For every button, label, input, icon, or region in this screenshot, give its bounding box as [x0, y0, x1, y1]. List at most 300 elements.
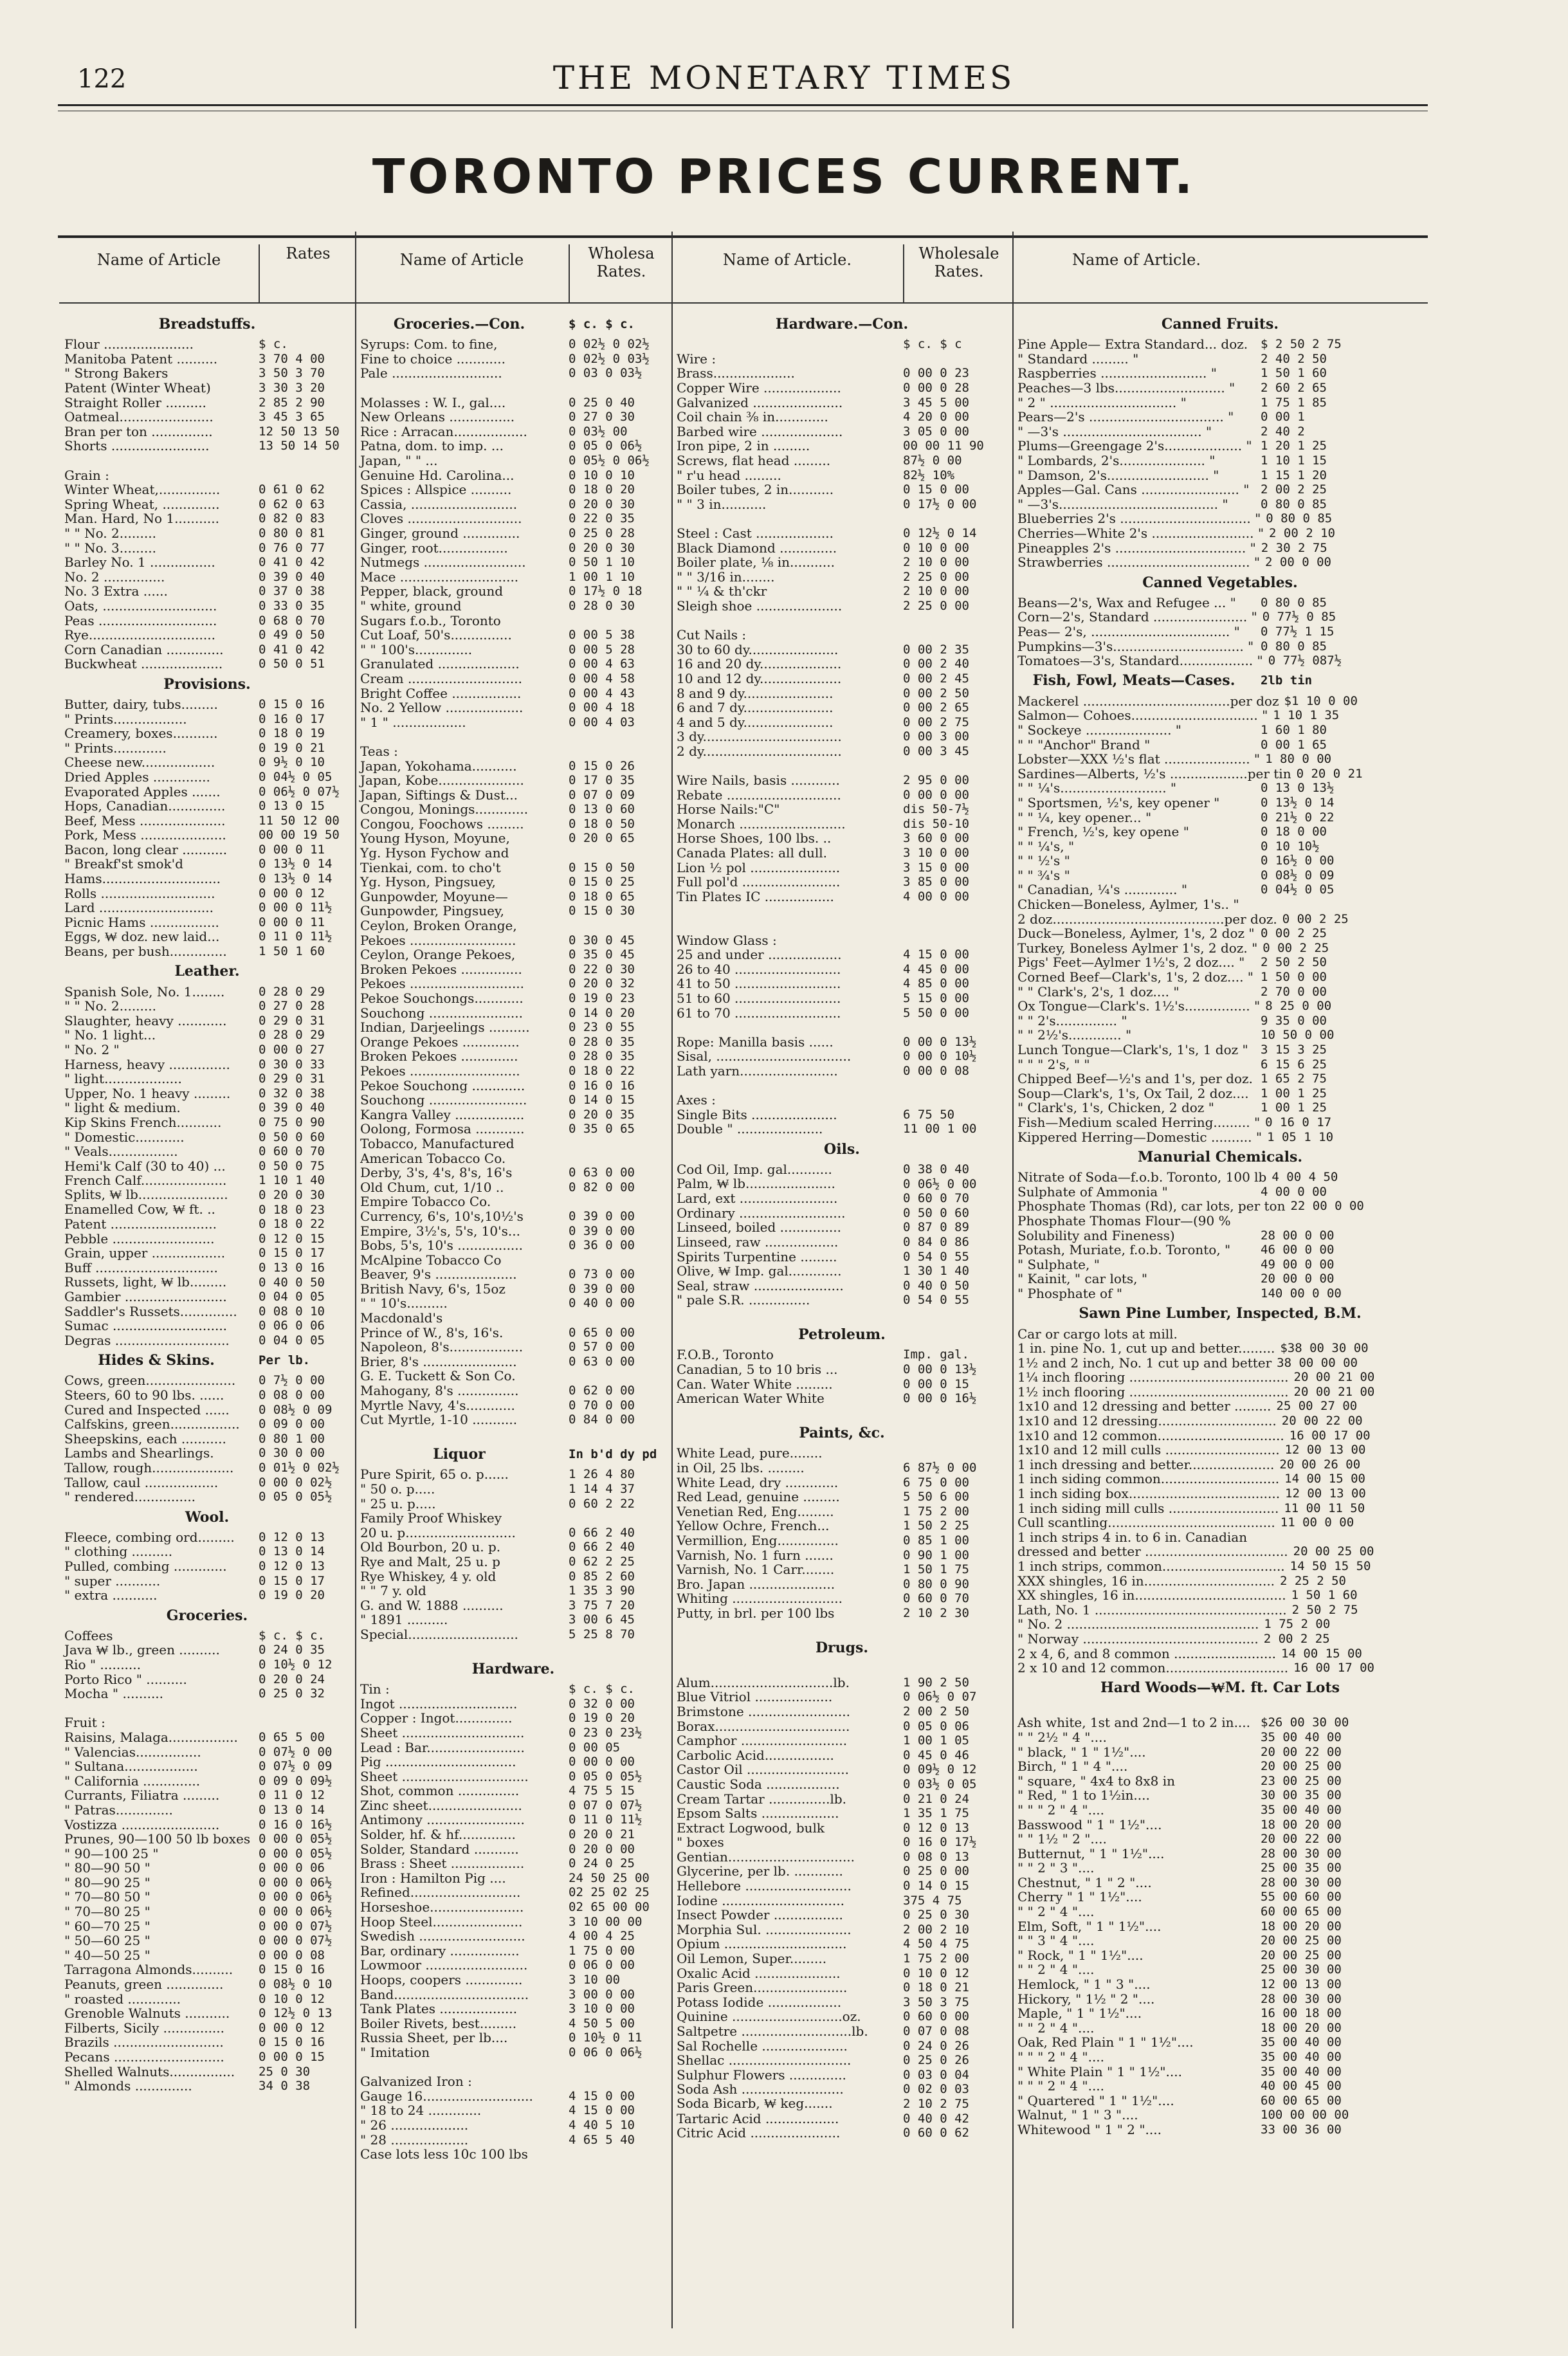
table-row: [355, 1958, 671, 1973]
table-row: [355, 1165, 671, 1180]
article-name: Mace .............................: [360, 569, 519, 585]
article-name: Prince of W., 8's, 16's.: [360, 1324, 504, 1340]
table-row: [355, 1151, 671, 1165]
article-name: Pekoes ..........................: [360, 932, 516, 948]
table-row: [671, 1591, 1012, 1606]
article-rate: 22 00 0 00: [1290, 1199, 1364, 1214]
table-row: [1012, 1530, 1428, 1545]
article-name: Derby, 3's, 4's, 8's, 16's: [360, 1165, 513, 1181]
article-rate: 375 4 75: [903, 1893, 962, 1908]
article-name: Quinine ...........................oz.: [677, 2009, 861, 2025]
article-rate: 0 13 0 13½: [1261, 781, 1335, 796]
table-row: [59, 1388, 355, 1403]
table-row: [1012, 926, 1428, 941]
article-rate: 00 00 11 90: [903, 439, 984, 453]
article-name: McAlpine Tobacco Co: [360, 1252, 502, 1268]
table-row: [355, 1398, 671, 1412]
section-title: Wool.: [185, 1508, 230, 1526]
table-row: [59, 2064, 355, 2079]
article-name: Currency, 6's, 10's,10½'s: [360, 1208, 524, 1224]
article-name: Double " .....................: [677, 1121, 823, 1137]
article-name: Hemlock, " 1 " 3 "....: [1017, 1977, 1151, 1993]
table-row: [1012, 796, 1428, 810]
article-name: Coil chain ⅜ in.............: [677, 409, 828, 425]
table-row: [671, 468, 1012, 482]
table-row: [1012, 1803, 1428, 1818]
article-name: Walnut, " 1 " 3 "....: [1017, 2107, 1138, 2123]
article-name: Beef, Mess .....................: [64, 812, 226, 828]
article-rate: 0 02½ 0 03½: [569, 351, 650, 366]
article-name: Camphor ..........................: [677, 1733, 848, 1749]
table-row: [671, 482, 1012, 497]
article-rate: 6 87½ 0 00: [903, 1461, 977, 1475]
article-name: Iodine ..............................: [677, 1892, 844, 1908]
table-row: [355, 1798, 671, 1813]
article-rate: 0 45 0 46: [903, 1748, 969, 1762]
table-row: [671, 1278, 1012, 1293]
article-name: Patent ..........................: [64, 1216, 217, 1232]
article-rate: 0 00 0 15: [903, 1376, 969, 1391]
article-rate: 0 9½ 0 10: [259, 755, 325, 770]
table-row: [355, 2103, 671, 2118]
article-rate: 0 00 0 06½: [259, 1875, 333, 1890]
table-row: [671, 875, 1012, 890]
article-rate: 0 00 0 10½: [903, 1049, 977, 1064]
table-row: [1012, 1977, 1428, 1992]
table-row: [59, 1803, 355, 1818]
table-row: [671, 787, 1012, 802]
article-name: French Calf.....................: [64, 1173, 227, 1189]
article-name: " light & medium.: [64, 1100, 181, 1116]
article-rate: 0 00 0 00: [903, 787, 969, 802]
article-name: Black Diamond ..............: [677, 540, 837, 556]
article-rate: 0 28 0 30: [569, 598, 635, 613]
article-rate: 0 24 0 25: [569, 1856, 635, 1871]
article-name: " " 2's............... ": [1017, 1012, 1127, 1028]
article-name: Coffees: [64, 1627, 113, 1643]
table-row: [1012, 1661, 1428, 1676]
article-rate: 46 00 0 00: [1261, 1243, 1335, 1257]
article-rate: 0 00 2 45: [903, 671, 969, 686]
article-name: Japan, Kobe.....................: [360, 772, 524, 789]
article-rate: 0 12 0 15: [259, 1231, 325, 1246]
article-name: Boiler Rivets, best.........: [360, 2015, 517, 2031]
article-rate: 0 04½ 0 05: [1261, 882, 1335, 897]
table-row: [59, 1759, 355, 1774]
article-name: " 1891 ..........: [360, 1612, 448, 1628]
article-rate: 0 05 0 05½: [259, 1490, 333, 1504]
article-name: Pumpkins—3's................................ ": [1017, 638, 1254, 654]
table-row: [671, 1235, 1012, 1250]
article-name: Lowmoor .........................: [360, 1957, 528, 1973]
article-rate: 2 10 0 00: [903, 555, 969, 570]
article-name: Patent (Winter Wheat): [64, 380, 211, 396]
article-rate: 0 18 0 22: [569, 1063, 635, 1078]
table-row: [355, 2074, 671, 2089]
article-rate: 0 02 0 03: [903, 2082, 969, 2097]
table-row: [355, 1180, 671, 1194]
table-row: [1012, 1184, 1428, 1199]
table-row: [355, 395, 671, 410]
article-name: " Sulphate, ": [1017, 1256, 1100, 1272]
article-name: " " 2½ " 4 "....: [1017, 1729, 1107, 1745]
article-rate: 0 00 3 45: [903, 744, 969, 758]
article-rate: 0 87 0 89: [903, 1220, 969, 1235]
page-number: 122: [77, 64, 127, 94]
article-rate: 0 00 05: [569, 1740, 621, 1755]
article-name: Lard, ext ........................: [677, 1191, 838, 1207]
article-name: Saddler's Russets..............: [64, 1303, 237, 1319]
article-name: Borax.................................: [677, 1718, 850, 1734]
table-row: [355, 700, 671, 715]
article-rate: 0 15 0 25: [569, 875, 635, 890]
table-row: [1012, 1773, 1428, 1788]
table-row: [59, 857, 355, 872]
section-heading: [355, 1441, 671, 1467]
section-title: Liquor: [433, 1446, 486, 1463]
article-rate: 0 00 0 08: [259, 1948, 325, 1962]
article-rate: 2 00 0 00: [1265, 555, 1331, 570]
article-name: Peas— 2's, .................................. ": [1017, 623, 1240, 639]
article-name: Grain :: [64, 467, 109, 483]
article-name: New Orleans ................: [360, 409, 515, 425]
table-row: [1012, 540, 1428, 555]
article-name: 2 dy..................................: [677, 743, 842, 759]
article-rate: 0 16 0 17½: [903, 1835, 977, 1850]
article-name: Degras ............................: [64, 1332, 230, 1348]
article-name: " Quartered " 1 " 1½"....: [1017, 2092, 1174, 2108]
article-rate: 0 05 0 06: [903, 1719, 969, 1733]
article-rate: 0 39 0 00: [569, 1223, 635, 1238]
article-rate: 0 16 0 16: [569, 1078, 635, 1093]
table-row: [59, 628, 355, 643]
article-rate: 0 27 0 28: [259, 999, 325, 1014]
article-rate: 0 28 0 29: [259, 984, 325, 999]
table-row: [59, 439, 355, 453]
table-row: [671, 1748, 1012, 1762]
table-row: [355, 1238, 671, 1253]
table-row: [355, 1914, 671, 1929]
article-name: 1x10 and 12 dressing.............................: [1017, 1413, 1277, 1429]
section-title: Canned Vegetables.: [1142, 574, 1298, 591]
article-name: 1¼ inch flooring .......................................: [1017, 1369, 1289, 1385]
section-heading: [1012, 1675, 1428, 1701]
rates-header: [1261, 244, 1428, 302]
article-name: Venetian Red, Eng.........: [677, 1503, 834, 1519]
table-row: [355, 1049, 671, 1064]
article-name: Window Glass :: [677, 932, 777, 948]
article-rate: 0 61 0 62: [259, 482, 325, 497]
table-row: [355, 1005, 671, 1020]
article-rate: 0 75 0 90: [259, 1115, 325, 1129]
article-rate: 0 20 0 21: [1296, 766, 1363, 781]
article-rate: 35 00 40 00: [1261, 1730, 1342, 1744]
article-name: Sal Rochelle .....................: [677, 2038, 848, 2054]
article-rate: 0 20 0 65: [569, 831, 635, 846]
table-row: [1012, 825, 1428, 839]
article-name: Lead : Bar........................: [360, 1739, 525, 1755]
section-title: Oils.: [824, 1140, 860, 1158]
table-row: [59, 555, 355, 570]
article-name: Pigs' Feet—Aylmer 1½'s, 2 doz.... ": [1017, 954, 1245, 971]
table-row: [59, 799, 355, 814]
article-rate: dis 50-7½: [903, 802, 969, 817]
table-row: [1012, 984, 1428, 999]
article-rate: 1 75 1 85: [1261, 395, 1327, 410]
article-rate: 14 00 15 00: [1281, 1646, 1362, 1661]
table-row: [59, 711, 355, 726]
article-name: Apples—Gal. Cans ........................ ": [1017, 482, 1250, 498]
article-rate: 0 16 0 17: [259, 711, 325, 726]
table-row: [1012, 810, 1428, 825]
article-name: Pekoes ............................: [360, 976, 525, 992]
table-row: [1012, 1028, 1428, 1043]
article-name: Gambier .........................: [64, 1289, 227, 1305]
article-name: " " 2 " 4 "....: [1017, 1962, 1095, 1978]
article-name: Cows, green......................: [64, 1373, 236, 1389]
section-heading: [1012, 570, 1428, 596]
article-name: " Valencias................: [64, 1744, 201, 1760]
article-rate: 0 40 0 00: [569, 1296, 635, 1311]
article-name: Peaches—3 lbs........................... ": [1017, 380, 1235, 396]
table-row: [671, 2053, 1012, 2068]
article-name: Sheet ..............................: [360, 1724, 525, 1740]
table-row: [355, 1726, 671, 1740]
table-row: [1012, 941, 1428, 956]
article-rate: 3 15 3 25: [1261, 1043, 1327, 1057]
table-row: [355, 1755, 671, 1769]
article-name: Raisins, Malaga.................: [64, 1729, 238, 1745]
article-name: Bacon, long clear ...........: [64, 841, 228, 857]
section-heading: [671, 311, 1012, 337]
article-rate: 0 15 0 16: [259, 1962, 325, 1977]
table-row: [1012, 511, 1428, 526]
article-rate: 0 20 0 35: [569, 1107, 635, 1122]
table-row: [355, 904, 671, 918]
article-name: Extract Logwood, bulk: [677, 1820, 825, 1836]
article-name: Strawberries ................................... ": [1017, 554, 1261, 571]
table-row: [59, 1861, 355, 1876]
table-row: [355, 613, 671, 628]
table-row: [1012, 737, 1428, 752]
article-rate: 20 00 25 00: [1293, 1544, 1374, 1559]
running-head: THE MONETARY TIMES: [552, 59, 1016, 96]
article-name: 1x10 and 12 mill culls ............................: [1017, 1442, 1280, 1458]
article-rate: 0 80 0 85: [1261, 595, 1327, 610]
article-rate: 4 20 0 00: [903, 410, 969, 425]
table-row: [1012, 1129, 1428, 1144]
table-row: [671, 962, 1012, 977]
article-name: Steers, 60 to 90 lbs. ......: [64, 1387, 224, 1403]
article-name: 3 dy..................................: [677, 729, 842, 745]
article-name: Grenoble Walnuts ...........: [64, 2005, 230, 2022]
article-name: " Phosphate of ": [1017, 1285, 1123, 1301]
article-name: Gentian...............................: [677, 1849, 855, 1865]
article-name: Lard ............................: [64, 900, 214, 916]
article-name: " 18 to 24 .............: [360, 2103, 482, 2119]
article-name: " light...................: [64, 1071, 182, 1087]
table-row: [355, 1107, 671, 1122]
article-name: " 70—80 50 ": [64, 1889, 150, 1905]
article-rate: 0 03½ 0 05: [903, 1776, 977, 1791]
article-name: " " 2½'s............. ": [1017, 1027, 1132, 1043]
table-row: [671, 1504, 1012, 1519]
table-row: [59, 2021, 355, 2036]
article-name: " 26 ...................: [360, 2117, 469, 2133]
article-name: Nitrate of Soda—f.o.b. Toronto, 100 lb: [1017, 1169, 1267, 1185]
table-row: [59, 1057, 355, 1072]
table-row: [355, 1427, 671, 1442]
name-header: Name of Article.: [723, 251, 852, 269]
article-name: Rio " ..........: [64, 1656, 141, 1672]
article-name: in Oil, 25 lbs. .........: [677, 1460, 805, 1476]
table-row: [59, 770, 355, 785]
article-name: Hickory, " 1½ " 2 "....: [1017, 1991, 1155, 2007]
table-row: [671, 1719, 1012, 1733]
article-name: Zinc sheet.......................: [360, 1797, 522, 1813]
table-row: [1012, 1544, 1428, 1559]
article-name: " " " 2 " 4 "....: [1017, 2049, 1105, 2065]
table-row: [355, 1467, 671, 1482]
table-row: [671, 700, 1012, 715]
article-rate: 0 00 4 58: [569, 671, 635, 686]
price-column-3: [671, 232, 1014, 2328]
table-row: [355, 1641, 671, 1656]
article-rate: 0 85 2 60: [569, 1569, 635, 1584]
table-row: [355, 642, 671, 657]
article-rate: 0 00 0 05½: [259, 1832, 333, 1847]
article-name: Butternut, " 1 " 1½"....: [1017, 1845, 1165, 1861]
article-rate: 1 60 1 80: [1261, 722, 1327, 737]
article-name: Swedish ..........................: [360, 1928, 525, 1944]
table-row: [355, 511, 671, 526]
table-row: [671, 1020, 1012, 1035]
article-rate: 40 00 45 00: [1261, 2079, 1342, 2094]
article-rate: 0 24 0 26: [903, 2038, 969, 2053]
article-rate: 0 39 0 00: [569, 1281, 635, 1296]
article-name: 1 inch siding mill culls ...........................: [1017, 1500, 1279, 1516]
article-rate: 2 00 2 50: [903, 1704, 969, 1719]
header-rule: [58, 104, 1428, 106]
article-rate: 3 70 4 00: [259, 351, 325, 366]
table-row: [59, 843, 355, 857]
article-name: Oxalic Acid .....................: [677, 1965, 841, 1981]
article-rate: 2 40 2 50: [1261, 351, 1327, 366]
table-row: [671, 817, 1012, 832]
article-name: Granulated ....................: [360, 656, 520, 672]
table-row: [671, 1620, 1012, 1635]
table-row: [59, 1846, 355, 1861]
article-rate: 0 50 0 51: [259, 657, 325, 671]
article-name: Japan, Siftings & Dust...: [360, 787, 518, 803]
table-row: [59, 1744, 355, 1759]
section-title: Fish, Fowl, Meats—Cases.: [1032, 672, 1235, 689]
table-row: [59, 1086, 355, 1101]
section-heading: [59, 671, 355, 697]
table-row: [1012, 1370, 1428, 1385]
table-row: [355, 1511, 671, 1526]
article-rate: 18 00 20 00: [1261, 1817, 1342, 1832]
article-name: Souchong .......................: [360, 1005, 524, 1021]
article-name: Alum..............................lb.: [677, 1674, 850, 1690]
article-name: Old Chum, cut, 1/10 ..: [360, 1179, 504, 1195]
table-row: [355, 1383, 671, 1398]
article-name: Prunes, 90—100 50 lb boxes: [64, 1831, 251, 1847]
table-row: [355, 2059, 671, 2074]
article-name: " " "Anchor" Brand ": [1017, 736, 1151, 753]
article-name: Iron : Hamilton Pig ....: [360, 1870, 506, 1886]
article-name: Congou, Foochows .........: [360, 816, 524, 832]
article-name: Linseed, boiled ...............: [677, 1219, 842, 1236]
article-name: Pig ................................: [360, 1754, 516, 1770]
article-rate: 0 18 0 00: [1261, 825, 1327, 839]
article-rate: 0 13 0 15: [259, 799, 325, 814]
article-rate: 0 18 0 65: [569, 889, 635, 904]
table-row: [59, 1290, 355, 1304]
table-row: [671, 1362, 1012, 1377]
article-rate: 0 03 0 03½: [569, 366, 643, 381]
article-rate: 0 80 1 00: [259, 1431, 325, 1446]
article-rate: 11 00 0 00: [1280, 1515, 1354, 1530]
article-rate: 0 22 0 30: [569, 962, 635, 976]
table-row: [671, 686, 1012, 700]
table-row: [355, 1696, 671, 1711]
table-row: [59, 915, 355, 930]
article-rate: 1 90 2 50: [903, 1675, 969, 1690]
table-row: [355, 1598, 671, 1612]
article-name: Copper : Ingot..............: [360, 1710, 513, 1726]
article-rate: 0 82 0 00: [569, 1180, 635, 1194]
article-name: Calfskins, green.................: [64, 1416, 240, 1432]
article-name: " " 3 in...........: [677, 496, 767, 512]
article-rate: 0 13½ 0 14: [1261, 795, 1335, 810]
article-name: Hoops, coopers ..............: [360, 1972, 523, 1988]
article-name: Boiler plate, ⅛ in...........: [677, 554, 835, 571]
table-row: [59, 726, 355, 741]
article-rate: 25 00 35 00: [1261, 1861, 1342, 1876]
table-row: [1012, 752, 1428, 767]
article-name: " white, ground: [360, 598, 462, 614]
article-name: 1 inch dressing and better.....................: [1017, 1456, 1275, 1472]
section-title: Sawn Pine Lumber, Inspected, B.M.: [1079, 1305, 1362, 1322]
table-row: [1012, 1501, 1428, 1515]
section-title: Manurial Chemicals.: [1137, 1148, 1302, 1165]
table-row: [671, 1922, 1012, 1937]
article-name: " 1 " ..................: [360, 714, 466, 730]
table-row: [355, 2132, 671, 2147]
article-name: Vostizza ........................: [64, 1816, 220, 1832]
table-row: [355, 599, 671, 614]
table-row: [59, 944, 355, 959]
article-rate: 28 00 30 00: [1261, 1875, 1342, 1890]
article-rate: 1 35 1 75: [903, 1806, 969, 1821]
table-row: [1012, 1472, 1428, 1486]
article-rate: 0 00 4 03: [569, 715, 635, 729]
article-name: Man. Hard, No 1...........: [64, 511, 219, 527]
article-name: Cod Oil, Imp. gal...........: [677, 1161, 832, 1177]
table-row: [59, 1275, 355, 1290]
article-name: Gunpowder, Pingsuey,: [360, 903, 504, 919]
table-row: [671, 2097, 1012, 2112]
rates-header: Rates: [259, 244, 356, 302]
article-name: Evaporated Apples .......: [64, 783, 221, 799]
article-name: " Clark's, 1's, Chicken, 2 doz ": [1017, 1100, 1214, 1116]
table-row: [59, 1173, 355, 1188]
table-row: [355, 1340, 671, 1355]
article-name: Eggs, ₩ doz. new laid...: [64, 928, 220, 944]
article-rate: 0 13 0 14: [259, 1544, 325, 1559]
article-name: Phosphate Thomas Flour—(90 %: [1017, 1212, 1231, 1228]
